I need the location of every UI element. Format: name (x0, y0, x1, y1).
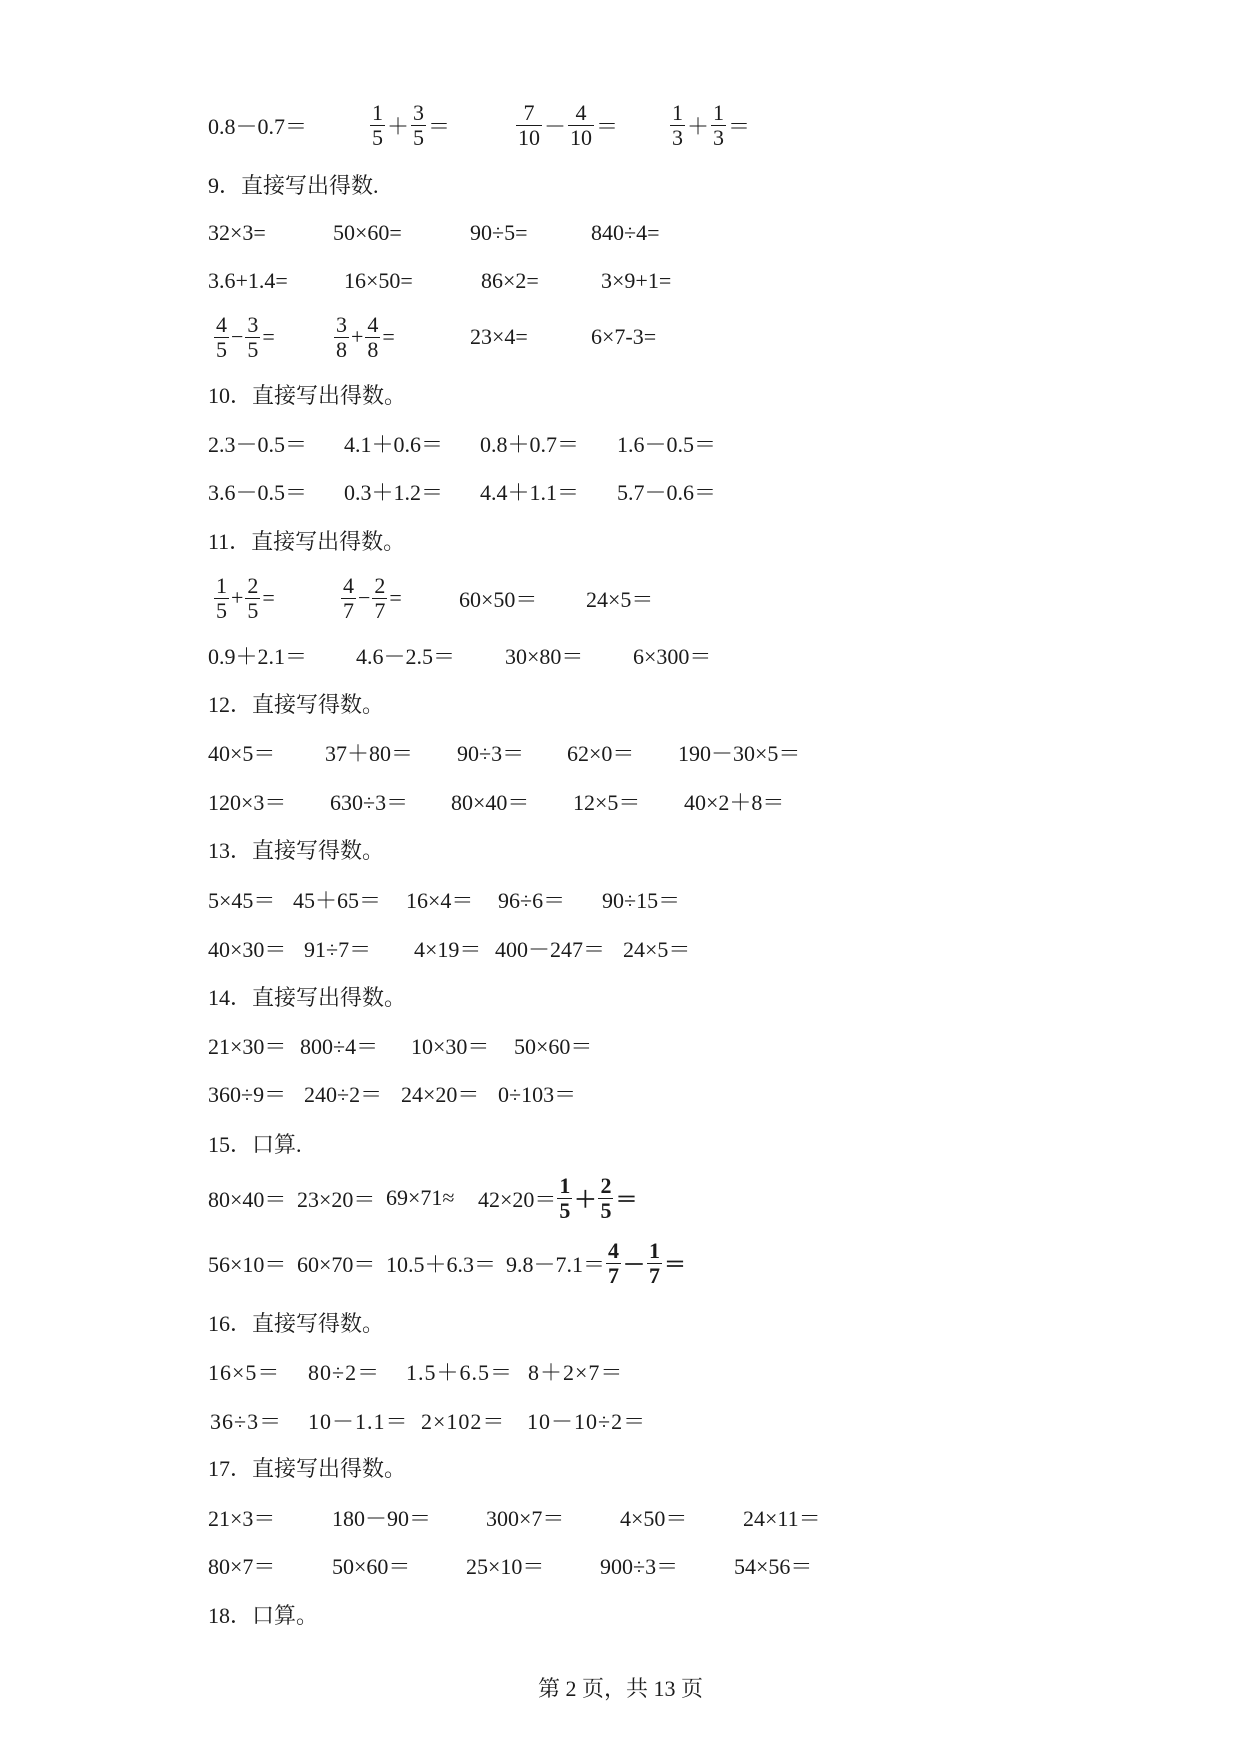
problem-row (0, 1173, 1241, 1223)
expression: 10－1.1＝ (308, 1408, 409, 1434)
fraction-expression (669, 100, 751, 150)
problem-heading: 15．口算. (208, 1131, 302, 1157)
denominator: 10 (518, 124, 540, 150)
problem-row (0, 874, 1241, 924)
expression: 240÷2＝ (304, 1081, 383, 1107)
expression: 840÷4= (591, 220, 660, 245)
operator: ＝ (596, 113, 619, 139)
numerator: 3 (247, 311, 259, 337)
operator: ＝ (664, 1251, 687, 1277)
numerator: 1 (713, 99, 725, 125)
expression: 45＋65＝ (293, 887, 382, 913)
expression: 3×9+1= (601, 268, 672, 293)
problem-row (0, 727, 1241, 777)
fraction (568, 99, 594, 150)
problem-heading-row (0, 1589, 1241, 1639)
operator: ＝ (615, 1186, 638, 1212)
expression: 4×19＝ (414, 936, 482, 962)
fraction-expression (556, 1172, 638, 1223)
expression: 86×2= (481, 268, 539, 293)
expression: 6×7-3= (591, 324, 657, 349)
expression: 56×10＝ (208, 1251, 287, 1277)
expression: 0.8－0.7＝ (208, 113, 308, 139)
expression: 10.5＋6.3＝ (386, 1251, 497, 1277)
expression: 10×30＝ (411, 1033, 490, 1059)
expression: 2×102＝ (421, 1408, 506, 1434)
expression: 0.9＋2.1＝ (208, 643, 308, 669)
denominator: 3 (713, 124, 725, 150)
expression-group (506, 1238, 687, 1288)
expression: 40×2＋8＝ (684, 789, 785, 815)
denominator: 5 (247, 597, 259, 623)
fraction (557, 1172, 572, 1223)
operator: = (262, 324, 275, 349)
expression: 80×40＝ (208, 1186, 287, 1212)
expression: 360÷9＝ (208, 1081, 287, 1107)
operator: = (262, 585, 275, 610)
expression: 25×10＝ (466, 1553, 545, 1579)
expression: 120×3＝ (208, 789, 287, 815)
expression: 24×20＝ (401, 1081, 480, 1107)
expression: 12×5＝ (573, 789, 641, 815)
numerator: 4 (568, 102, 594, 126)
expression: 10－10÷2＝ (527, 1408, 647, 1434)
operator: + (231, 585, 244, 610)
expression: 0.3＋1.2＝ (344, 479, 444, 505)
expression: 54×56＝ (734, 1553, 813, 1579)
page-footer: 第 2 页，共 13 页 (537, 1675, 703, 1701)
fraction (214, 572, 229, 623)
problem-heading-row (0, 369, 1241, 419)
problem-row (0, 1238, 1241, 1288)
numerator: 1 (372, 99, 383, 125)
expression: 91÷7＝ (304, 936, 372, 962)
problem-row (0, 1020, 1241, 1070)
expression: 24×5＝ (586, 586, 654, 612)
fraction (647, 1237, 662, 1288)
expression: 90÷15＝ (602, 887, 681, 913)
denominator: 7 (374, 597, 386, 623)
numerator: 4 (608, 1237, 620, 1263)
expression: 40×5＝ (208, 740, 276, 766)
operator: ＝ (428, 113, 451, 139)
fraction-expression (369, 100, 451, 150)
problem-row (0, 923, 1241, 973)
expression: 24×5＝ (623, 936, 691, 962)
problem-heading: 14．直接写出得数。 (208, 984, 407, 1010)
numerator: 2 (600, 1172, 612, 1198)
denominator: 5 (372, 124, 383, 150)
denominator: 7 (608, 1262, 620, 1288)
operator: + (351, 324, 364, 349)
expression: 96÷6＝ (498, 887, 566, 913)
expression: 50×60＝ (332, 1553, 411, 1579)
expression: 50×60＝ (514, 1033, 593, 1059)
expression: 90÷3＝ (457, 740, 525, 766)
problem-heading: 16．直接写得数。 (208, 1310, 385, 1336)
problem-heading-row (0, 678, 1241, 728)
fraction-expression (605, 1237, 687, 1288)
problem-heading: 17．直接写出得数。 (208, 1455, 407, 1481)
expression: 9.8－7.1＝ (506, 1251, 606, 1277)
fraction (245, 311, 260, 362)
problem-heading: 18．口算。 (208, 1602, 319, 1628)
fraction (598, 1172, 613, 1223)
problem-row (0, 1395, 1241, 1445)
fraction (214, 311, 229, 362)
operator: ＋ (687, 113, 710, 139)
expression: 24×11＝ (743, 1505, 821, 1531)
numerator: 4 (367, 311, 379, 337)
problem-row (0, 418, 1241, 468)
expression: 1.6－0.5＝ (617, 431, 717, 457)
fraction-expression (333, 312, 396, 362)
expression: 60×70＝ (297, 1251, 376, 1277)
fraction (341, 572, 356, 623)
fraction (411, 99, 426, 150)
expression: 3.6+1.4= (208, 268, 288, 293)
operator: − (358, 585, 371, 610)
problem-heading: 11．直接写出得数。 (208, 528, 406, 554)
fraction (711, 99, 726, 150)
expression: 2.3－0.5＝ (208, 431, 308, 457)
expression: 60×50＝ (459, 586, 538, 612)
expression: 1.5＋6.5＝ (406, 1359, 514, 1385)
expression: 400－247＝ (495, 936, 606, 962)
problem-heading-row (0, 824, 1241, 874)
expression: 300×7＝ (486, 1505, 565, 1531)
denominator: 8 (336, 336, 347, 362)
problem-row (0, 466, 1241, 516)
expression: 800÷4＝ (300, 1033, 379, 1059)
denominator: 5 (600, 1197, 612, 1223)
problem-heading-row (0, 515, 1241, 565)
fraction (372, 572, 387, 623)
fraction (370, 99, 385, 150)
expression: 37＋80＝ (325, 740, 414, 766)
fraction-expression (213, 312, 276, 362)
denominator: 7 (343, 597, 354, 623)
operator: − (231, 324, 244, 349)
numerator: 1 (559, 1172, 571, 1198)
numerator: 7 (516, 102, 542, 126)
denominator: 5 (247, 336, 259, 362)
problem-heading: 10．直接写出得数。 (208, 382, 407, 408)
problem-row (0, 630, 1241, 680)
expression: 80×7＝ (208, 1553, 276, 1579)
denominator: 3 (672, 124, 683, 150)
operator: = (382, 324, 395, 349)
expression: 180－90＝ (332, 1505, 432, 1531)
denominator: 5 (216, 336, 227, 362)
expression: 62×0＝ (567, 740, 635, 766)
problem-row (0, 100, 1241, 150)
problem-heading-row (0, 1297, 1241, 1347)
problem-row (0, 776, 1241, 826)
expression: 69×71≈ (386, 1185, 455, 1210)
problem-row (0, 1346, 1241, 1396)
expression: 6×300＝ (633, 643, 712, 669)
expression: 4×50＝ (620, 1505, 688, 1531)
fraction (245, 572, 260, 623)
problem-heading-row (0, 1118, 1241, 1168)
fraction (365, 311, 380, 362)
expression: 23×20＝ (297, 1186, 376, 1212)
operator: ＋ (574, 1186, 597, 1212)
numerator: 2 (374, 572, 386, 598)
fraction (606, 1237, 621, 1288)
expression: 16×50= (344, 268, 413, 293)
numerator: 1 (672, 99, 683, 125)
denominator: 5 (559, 1197, 571, 1223)
numerator: 3 (413, 99, 425, 125)
expression: 42×20＝ (478, 1186, 557, 1212)
problem-row (0, 1540, 1241, 1590)
problem-heading-row (0, 1442, 1241, 1492)
problem-heading: 9．直接写出得数. (208, 172, 379, 198)
problem-heading-row (0, 159, 1241, 209)
expression: 30×80＝ (505, 643, 584, 669)
expression: 4.6－2.5＝ (356, 643, 456, 669)
expression: 36÷3＝ (210, 1408, 283, 1434)
expression: 3.6－0.5＝ (208, 479, 308, 505)
expression: 630÷3＝ (330, 789, 409, 815)
expression: 21×30＝ (208, 1033, 287, 1059)
problem-row (0, 256, 1241, 306)
numerator: 1 (649, 1237, 661, 1263)
expression: 8＋2×7＝ (528, 1359, 624, 1385)
expression: 16×5＝ (208, 1359, 281, 1385)
expression: 32×3= (208, 220, 266, 245)
expression: 80×40＝ (451, 789, 530, 815)
problem-row (0, 1492, 1241, 1542)
problem-row (0, 573, 1241, 623)
numerator: 4 (343, 572, 354, 598)
denominator: 7 (649, 1262, 661, 1288)
denominator: 10 (570, 124, 593, 150)
expression-group (478, 1173, 638, 1223)
expression: 900÷3＝ (600, 1553, 679, 1579)
numerator: 4 (216, 311, 227, 337)
expression: 21×3＝ (208, 1505, 276, 1531)
operator: － (623, 1251, 646, 1277)
fraction (516, 99, 542, 150)
operator: = (389, 585, 402, 610)
expression: 5.7－0.6＝ (617, 479, 717, 505)
fraction-expression (340, 573, 403, 623)
expression: 0÷103＝ (498, 1081, 577, 1107)
numerator: 1 (216, 572, 227, 598)
operator: ＝ (728, 113, 751, 139)
expression: 40×30＝ (208, 936, 287, 962)
numerator: 3 (336, 311, 347, 337)
fraction (334, 311, 349, 362)
expression: 0.8＋0.7＝ (480, 431, 580, 457)
problem-row (0, 312, 1241, 362)
operator: － (544, 113, 567, 139)
problem-row (0, 208, 1241, 258)
expression: 80÷2＝ (308, 1359, 381, 1385)
numerator: 2 (247, 572, 259, 598)
fraction (670, 99, 685, 150)
fraction-expression (213, 573, 276, 623)
expression: 5×45＝ (208, 887, 276, 913)
expression: 4.4＋1.1＝ (480, 479, 580, 505)
expression: 90÷5= (470, 220, 528, 245)
denominator: 5 (216, 597, 227, 623)
expression: 50×60= (333, 220, 402, 245)
operator: ＋ (387, 113, 410, 139)
expression: 23×4= (470, 324, 528, 349)
denominator: 8 (367, 336, 379, 362)
denominator: 5 (413, 124, 425, 150)
problem-heading: 13．直接写得数。 (208, 837, 385, 863)
expression: 16×4＝ (406, 887, 474, 913)
problem-heading-row (0, 971, 1241, 1021)
expression: 190－30×5＝ (678, 740, 801, 766)
fraction-expression (515, 100, 619, 150)
problem-row (0, 1068, 1241, 1118)
expression: 4.1＋0.6＝ (344, 431, 444, 457)
problem-heading: 12．直接写得数。 (208, 691, 385, 717)
